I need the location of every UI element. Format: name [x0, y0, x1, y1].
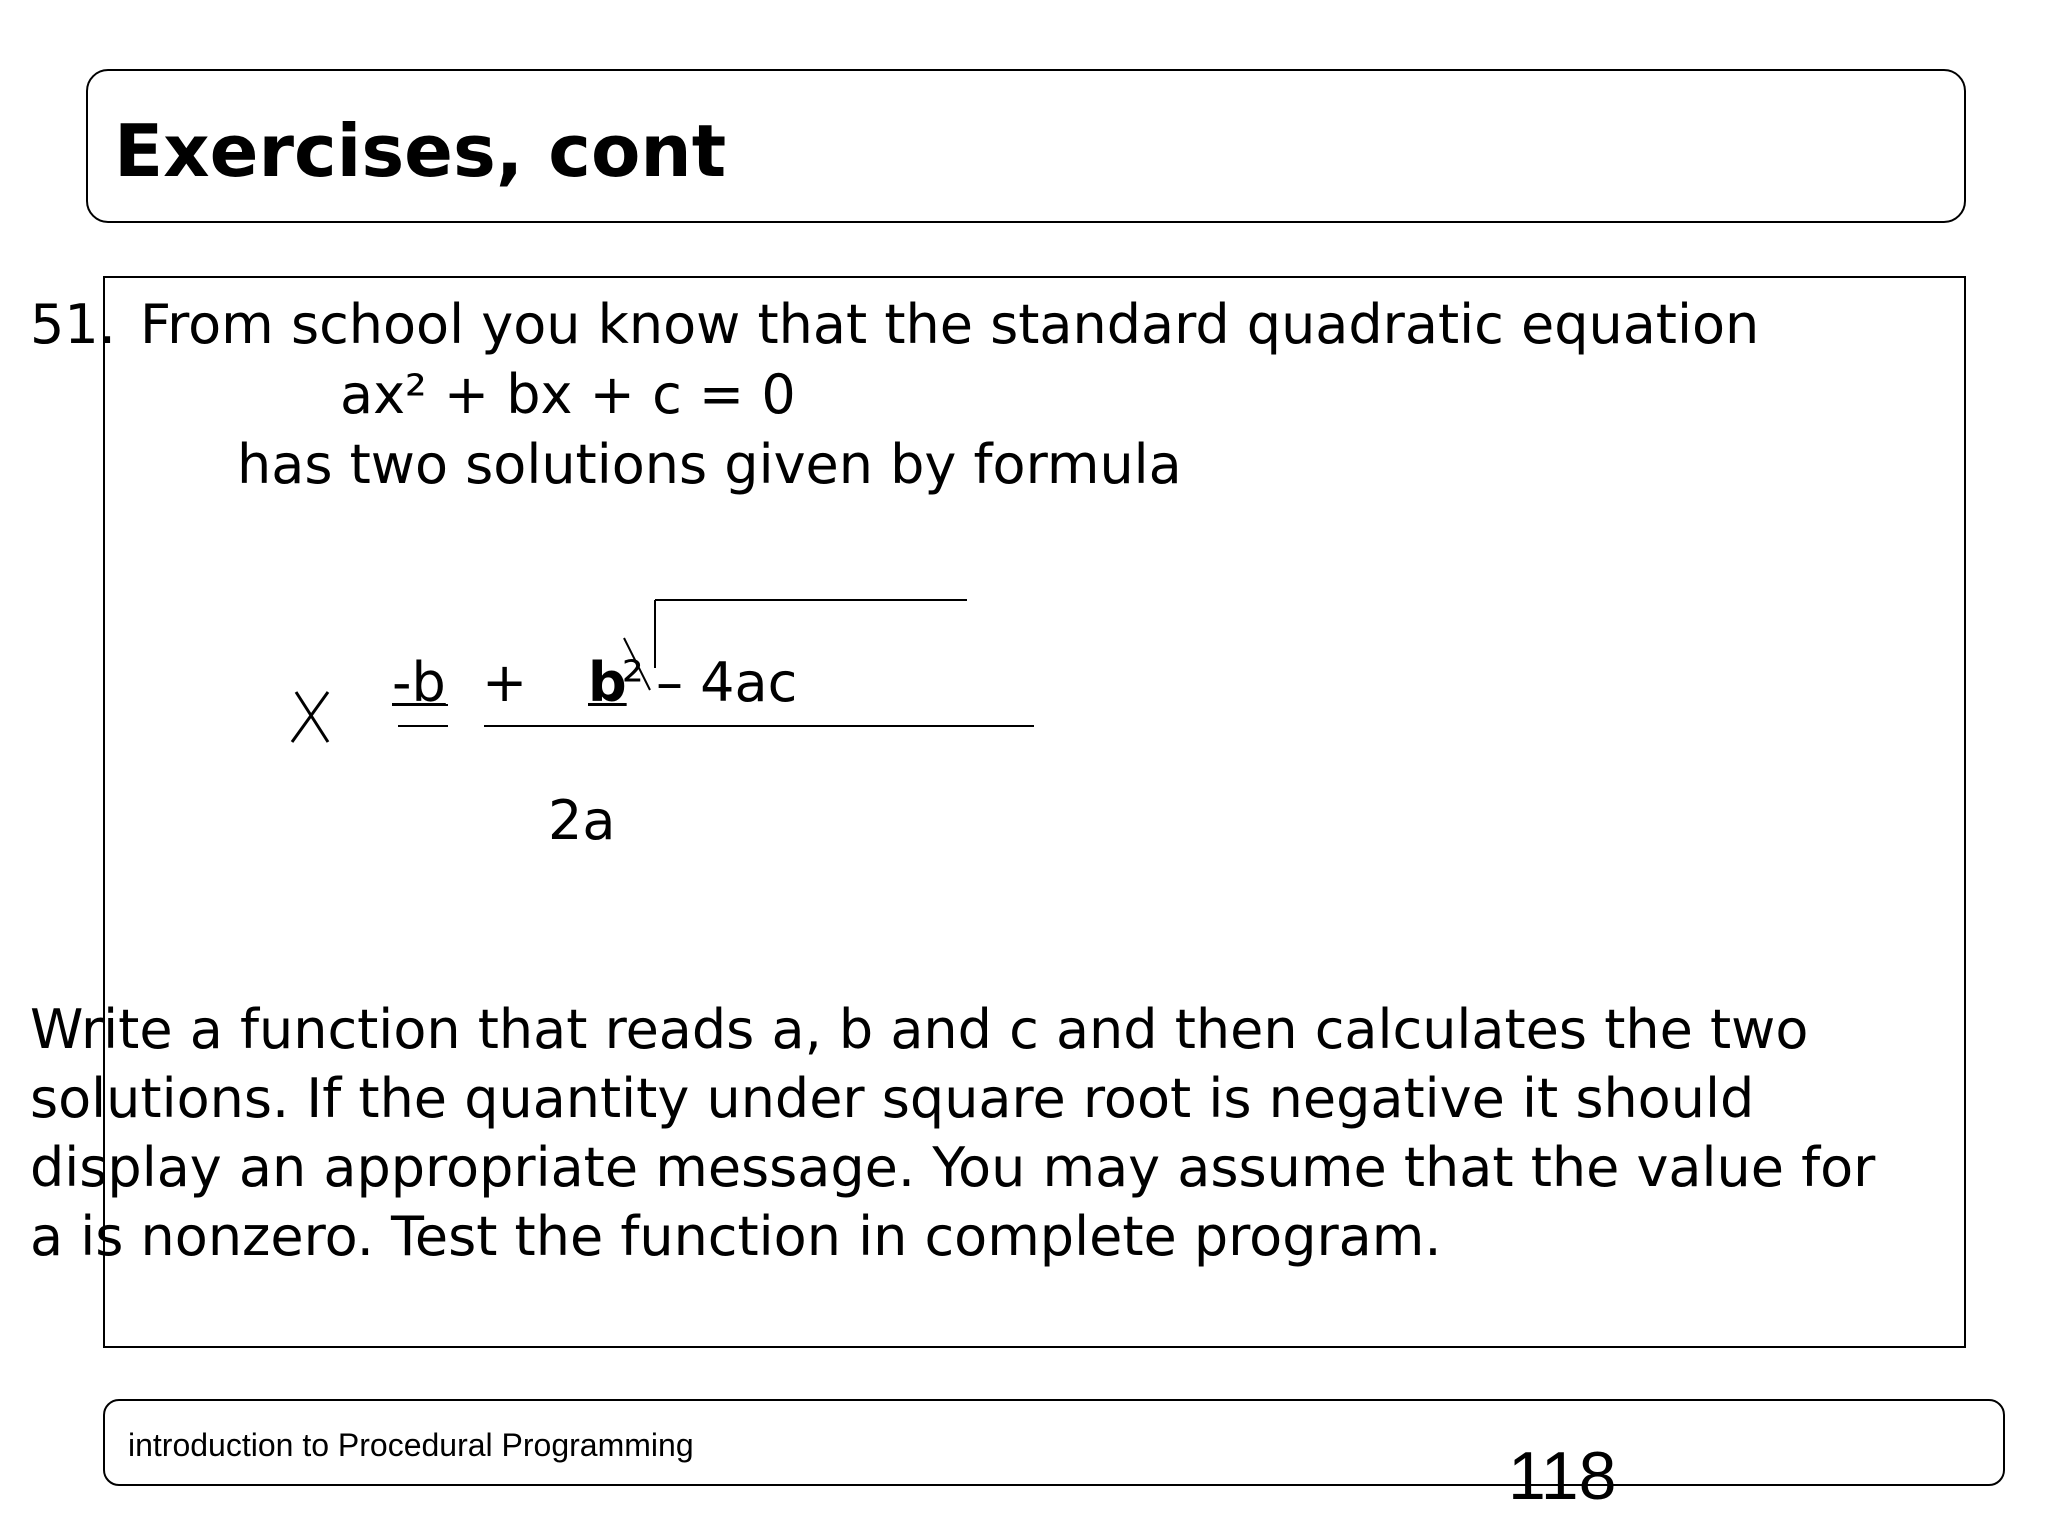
- task-line-1: Write a function that reads a, b and c and then calculates the two: [30, 998, 1809, 1061]
- page-number: 118: [1508, 1438, 1617, 1514]
- solutions-line: has two solutions given by formula: [237, 433, 1182, 496]
- slide-title: Exercises, cont: [114, 109, 727, 193]
- intro-line: From school you know that the standard quadratic equation: [140, 293, 1760, 356]
- formula-graphics: [270, 590, 1070, 880]
- b-base: b: [588, 651, 627, 714]
- quadratic-equation: ax² + bx + c = 0: [340, 363, 796, 426]
- task-line-4: a is nonzero. Test the function in complete program.: [30, 1205, 1442, 1268]
- b-exponent: ²: [622, 649, 644, 712]
- question-number: 51.: [30, 293, 116, 356]
- minus-4ac: – 4ac: [656, 651, 798, 714]
- task-line-3: display an appropriate message. You may assume that the value for: [30, 1136, 1876, 1199]
- plus-sign: +: [482, 651, 528, 714]
- quadratic-formula: [270, 590, 1070, 880]
- denominator: 2a: [548, 789, 616, 852]
- task-line-2: solutions. If the quantity under square root is negative it should: [30, 1067, 1755, 1130]
- minus-b: -b: [392, 651, 446, 714]
- footer-course: introduction to Procedural Programming: [128, 1427, 694, 1463]
